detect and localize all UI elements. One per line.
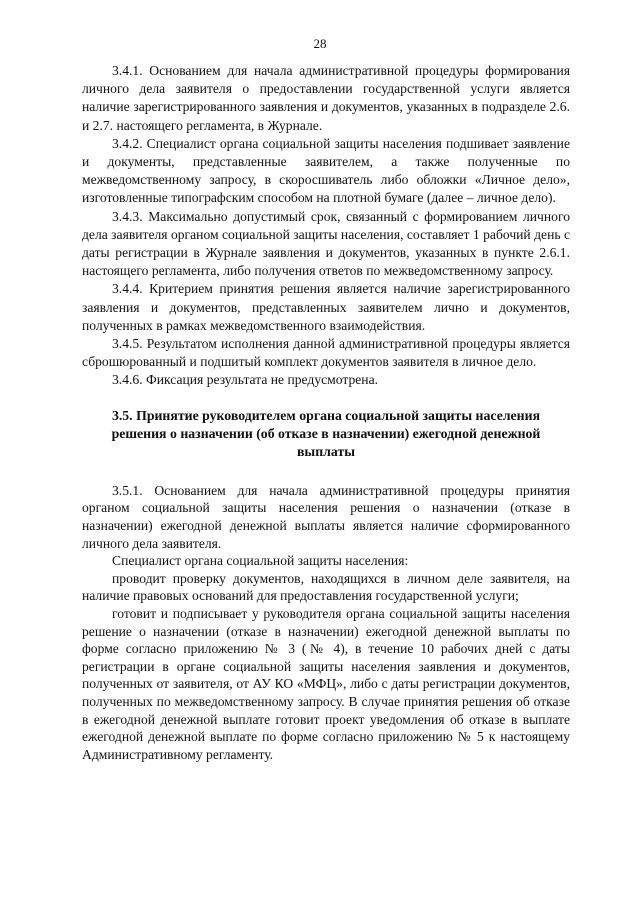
paragraph-3-4-6: 3.4.6. Фиксация результата не предусмотрена. xyxy=(112,372,379,388)
paragraph-3-4-1: 3.4.1. Основанием для начала административной процедуры формирования личного дела заявителя о предоставлении государственной услуги является наличие зарегистрированного заявления и документов, указанных в подразделе 2.6. и 2.7. настоящего регламента, в Журнале. xyxy=(82,63,570,133)
page-number: 28 xyxy=(313,36,327,51)
paragraph-3-4-3: 3.4.3. Максимально допустимый срок, связанный с формированием личного дела заявителя органом социальной защиты населения, составляет 1 рабочий день с даты регистрации в Журнале заявления и документов, указанных в пункте 2.6.1. настоящего регламента, либо получения ответов по межведомственному запросу. xyxy=(82,208,570,279)
paragraph-3-4-2: 3.4.2. Специалист органа социальной защиты населения подшивает заявление и документы, представленные заявителем, а также полученные по межведомственному запросу, в скоросшиватель либо обложки «Личное дело», изготовленные типографским способом на плотной бумаге (далее – личное дело). xyxy=(82,135,570,206)
paragraph-prepare-decision: готовит и подписывает у руководителя органа социальной защиты населения решение о назначении (отказе в назначении) ежегодной денежной выплаты по форме согласно приложению № 3 (№ 4), в течение 10 рабочих дней с даты регистрации в органе социальной защиты населения заявления и документов, полученных от заявителя, от АУ КО «МФЦ», либо с даты регистрации документов, полученных по межведомственному запросу. В случае принятия решения об отказе в ежегодной денежной выплате готовит проект уведомления об отказе в выплате ежегодной денежной выплате по форме согласно приложению № 5 к настоящему Административному регламенту. xyxy=(82,606,570,762)
section-3-5-body xyxy=(82,482,570,764)
paragraph-3-5-1: 3.5.1. Основанием для начала административной процедуры принятия органом социальной защиты населения решения о назначении (отказе в назначении) ежегодной денежной выплаты является наличие сформированного личного дела заявителя. xyxy=(82,482,570,551)
paragraph-3-4-4: 3.4.4. Критерием принятия решения является наличие зарегистрированного заявления и документов, представленных заявителем лично и документов, полученных в рамках межведомственного взаимодействия. xyxy=(82,281,570,333)
paragraph-3-4-5: 3.4.5. Результатом исполнения данной административной процедуры является сброшюрованный и подшитый комплект документов заявителя в личное дело. xyxy=(82,336,570,370)
document-body xyxy=(82,62,570,763)
paragraph-check-documents: проводит проверку документов, находящихся в личном деле заявителя, на наличие правовых оснований для предоставления государственной услуги; xyxy=(82,570,570,604)
section-heading-3-5: 3.5. Принятие руководителем органа социальной защиты населения решения о назначении (об отказе в назначении) ежегодной денежной выплаты xyxy=(111,407,541,460)
paragraph-specialist-intro: Специалист органа социальной защиты населения: xyxy=(112,553,409,569)
